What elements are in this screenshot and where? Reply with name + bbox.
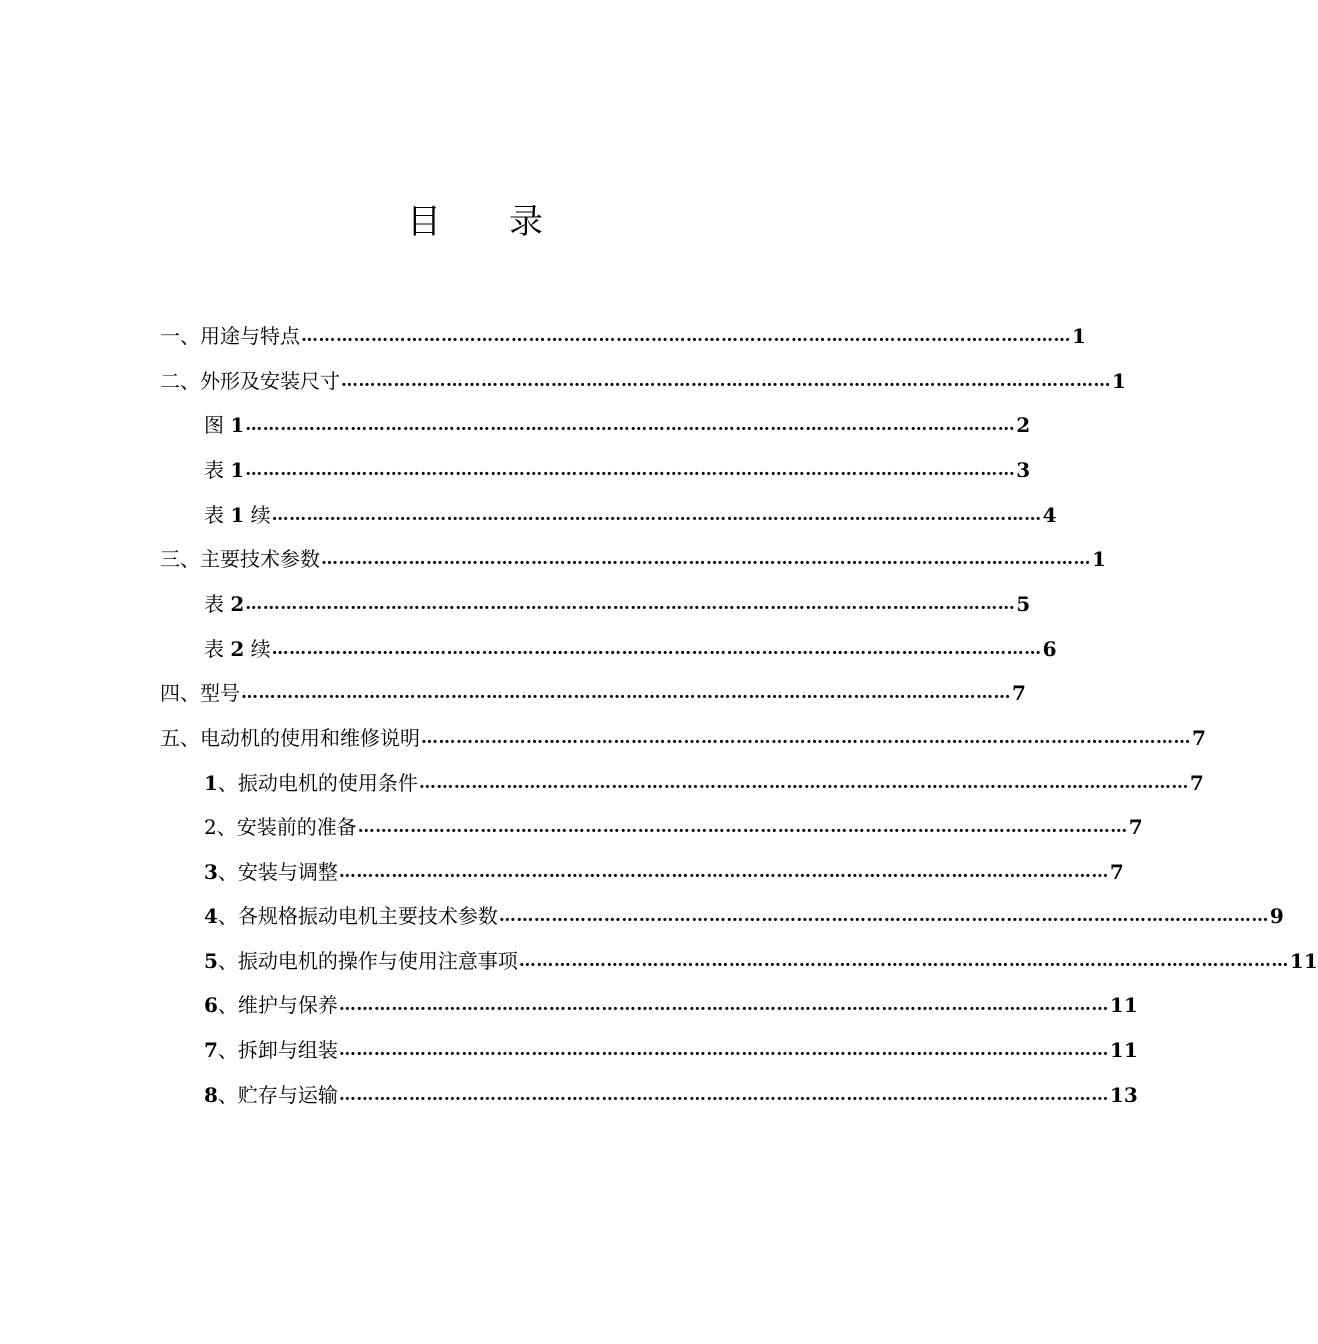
toc-entry-title: 3、安装与调整 [204,860,338,884]
toc-entry[interactable] [204,1073,1138,1117]
toc-entry[interactable] [204,1028,1138,1072]
toc-entry[interactable] [204,582,1031,626]
toc-entry-title: 图 1 [204,413,245,437]
toc-entry-title: 四、型号 [160,681,240,705]
toc-entry-title: 三、主要技术参数 [160,547,320,571]
toc-entry-title: 一、用途与特点 [160,324,300,348]
toc-page-number: 2 [1016,413,1031,437]
title-char-2: 录 [509,202,543,242]
toc-entry[interactable] [160,359,1126,403]
toc-page-number: 9 [1269,904,1284,928]
toc-leader: …………………………………………………………………………………………………………………… [271,505,1042,525]
toc-entry[interactable] [204,850,1124,894]
toc-leader: …………………………………………………………………………………………………………………… [338,1040,1109,1060]
toc-entry-title: 1、振动电机的使用条件 [204,771,418,795]
toc-entry-title: 6、维护与保养 [204,993,338,1017]
toc-entry[interactable] [204,448,1031,492]
toc-entry-title: 表 1 续 [204,503,271,527]
toc-entry[interactable] [160,537,1106,581]
toc-entry-title: 2、安装前的准备 [204,815,357,839]
toc-entry[interactable] [160,716,1206,760]
page-title [0,198,950,246]
toc-page-number: 11 [1289,949,1318,973]
toc-entry[interactable] [204,761,1204,805]
toc-leader: …………………………………………………………………………………………………………………… [241,683,1011,703]
toc-page-number: 7 [1189,771,1204,795]
toc-page-number: 7 [1128,815,1143,839]
toc-entry-title: 4、各规格振动电机主要技术参数 [204,904,498,928]
toc-leader: …………………………………………………………………………………………………………………… [357,817,1128,837]
toc-page-number: 7 [1192,726,1206,750]
toc-entry[interactable] [204,493,1057,537]
toc-entry[interactable] [204,627,1057,671]
toc-leader: …………………………………………………………………………………………………………………… [301,326,1071,346]
toc-entry[interactable] [204,894,1284,938]
toc-page-number: 11 [1109,993,1138,1017]
toc-entry-title: 5、振动电机的操作与使用注意事项 [204,949,518,973]
toc-leader: …………………………………………………………………………………………………………………… [498,906,1269,926]
toc-leader: …………………………………………………………………………………………………………………… [418,773,1189,793]
toc-page-number: 11 [1109,1038,1138,1062]
toc-page-number: 6 [1042,637,1057,661]
toc-leader: …………………………………………………………………………………………………………………… [341,371,1111,391]
toc-page-number: 1 [1072,324,1086,348]
toc-entry[interactable] [160,314,1086,358]
toc-page-number: 4 [1042,503,1057,527]
toc-entry[interactable] [204,983,1138,1027]
title-char-1: 目 [407,202,441,242]
toc-entry-title: 8、贮存与运输 [204,1083,338,1107]
toc-leader: …………………………………………………………………………………………………………………… [421,728,1191,748]
toc-leader: …………………………………………………………………………………………………………………… [245,594,1016,614]
toc-leader: …………………………………………………………………………………………………………………… [245,415,1016,435]
toc-leader: …………………………………………………………………………………………………………………… [338,862,1109,882]
toc-page-number: 7 [1012,681,1026,705]
toc-leader: …………………………………………………………………………………………………………………… [321,549,1091,569]
toc-page-number: 3 [1016,458,1031,482]
toc-leader: …………………………………………………………………………………………………………………… [338,1085,1109,1105]
toc-entry[interactable] [204,939,1318,983]
toc-entry-title: 7、拆卸与组装 [204,1038,338,1062]
toc-page-number: 13 [1109,1083,1138,1107]
toc-page-number: 1 [1092,547,1106,571]
toc-entry-title: 五、电动机的使用和维修说明 [160,726,420,750]
toc-entry[interactable] [204,805,1143,849]
toc-page-number: 1 [1112,369,1126,393]
toc-page-number: 5 [1016,592,1031,616]
toc-entry-title: 二、外形及安装尺寸 [160,369,340,393]
toc-leader: …………………………………………………………………………………………………………………… [518,951,1289,971]
toc-entry[interactable] [160,671,1026,715]
toc-leader: …………………………………………………………………………………………………………………… [271,639,1042,659]
toc-leader: …………………………………………………………………………………………………………………… [338,995,1109,1015]
toc-entry-title: 表 2 续 [204,637,271,661]
toc-entry[interactable] [204,403,1031,447]
toc-leader: …………………………………………………………………………………………………………………… [245,460,1016,480]
toc-entry-title: 表 2 [204,592,245,616]
toc-page-number: 7 [1109,860,1124,884]
toc-entry-title: 表 1 [204,458,245,482]
